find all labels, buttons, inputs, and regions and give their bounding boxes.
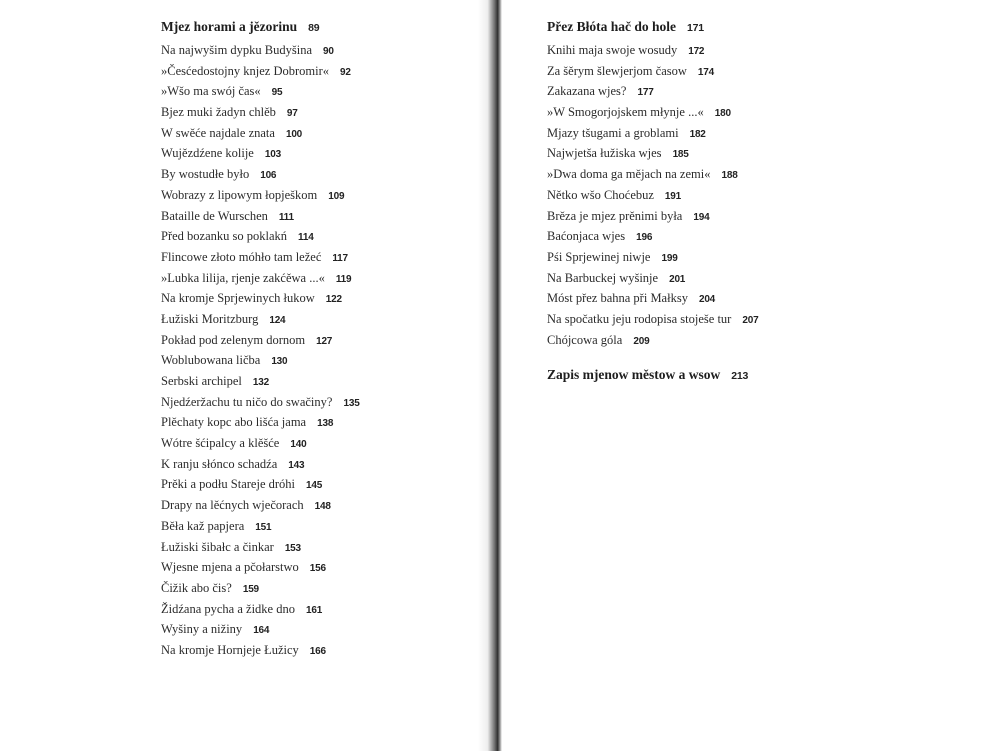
toc-entry-page: 95 bbox=[271, 87, 283, 99]
toc-entry-page: 130 bbox=[271, 356, 288, 368]
toc-entry-title: »Česćedostojny knjez Dobromir« bbox=[161, 63, 330, 78]
toc-entry-page: 156 bbox=[309, 563, 326, 575]
toc-entry bbox=[547, 143, 758, 164]
toc-entry-title: »W Smogorjojskem młynje ...« bbox=[547, 105, 704, 120]
toc-entry bbox=[547, 102, 758, 123]
toc-entry bbox=[161, 206, 360, 227]
toc-entry bbox=[547, 226, 758, 247]
book-gutter bbox=[478, 0, 502, 751]
toc-entry-title: Drapy na lěćnych wječorach bbox=[161, 498, 304, 513]
toc-entry bbox=[547, 268, 758, 289]
toc-entry bbox=[161, 40, 360, 61]
toc-entry-title: Woblubowana ličba bbox=[161, 353, 261, 368]
toc-entry-title: Na kromje Hornjeje Łužicy bbox=[161, 642, 299, 657]
toc-entry-title: Před bozanku so poklakń bbox=[161, 229, 288, 244]
toc-entry-title: Flincowe złoto móhło tam ležeć bbox=[161, 249, 322, 264]
toc-entry bbox=[161, 247, 360, 268]
toc-entry-title: Njedźeržachu tu ničo do swačiny? bbox=[161, 394, 333, 409]
toc-entry-page: 111 bbox=[278, 211, 294, 223]
toc-entry-page: 161 bbox=[305, 604, 323, 616]
toc-entry-title: Wobrazy z lipowym łopješkom bbox=[161, 187, 318, 202]
toc-entry bbox=[161, 350, 360, 371]
toc-entry-page: 124 bbox=[269, 314, 286, 326]
toc-entry-page: 164 bbox=[253, 625, 270, 637]
toc-entry bbox=[547, 288, 758, 309]
section-heading-title: Přez Błóta hač do hole bbox=[547, 19, 676, 34]
toc-entry-page: 204 bbox=[698, 294, 716, 306]
toc-entry-title: Serbski archipel bbox=[161, 374, 242, 388]
toc-entry bbox=[161, 330, 360, 351]
toc-entry-page: 97 bbox=[286, 108, 298, 120]
toc-entry-page: 174 bbox=[697, 66, 714, 78]
toc-entry-title: »Lubka lilija, rjenje zakćěwa ...« bbox=[161, 270, 325, 285]
section-heading-page: 89 bbox=[308, 22, 320, 34]
toc-entry bbox=[161, 268, 360, 289]
toc-entry-page: 159 bbox=[242, 583, 259, 595]
toc-entry bbox=[161, 474, 360, 495]
toc-entry bbox=[161, 640, 360, 661]
toc-entry-page: 153 bbox=[284, 542, 301, 554]
toc-entry-page: 188 bbox=[721, 170, 738, 182]
toc-entry-title: Nětko wšo Choćebuz bbox=[547, 187, 654, 202]
toc-entry-page: 114 bbox=[298, 232, 314, 244]
toc-entry-page: 100 bbox=[285, 128, 303, 140]
toc-entry-title: Pokład pod zelenym dornom bbox=[161, 332, 306, 347]
toc-entry bbox=[547, 123, 758, 144]
toc-entry-title: K ranju słónco schadźa bbox=[161, 456, 278, 471]
toc-entry bbox=[161, 371, 360, 392]
toc-entry-title: Knihi maja swoje wosudy bbox=[547, 43, 678, 57]
toc-entry bbox=[161, 516, 360, 537]
toc-entry-page: 185 bbox=[672, 149, 689, 161]
toc-entry-page: 103 bbox=[264, 149, 281, 161]
toc-entry bbox=[547, 164, 758, 185]
toc-entry-page: 148 bbox=[314, 501, 331, 513]
toc-entry-page: 140 bbox=[290, 439, 307, 451]
toc-entry-title: Wótre šćipalcy a klěšće bbox=[161, 436, 280, 451]
toc-entry bbox=[161, 557, 360, 578]
toc-entry bbox=[547, 61, 758, 82]
toc-entry bbox=[161, 454, 360, 475]
toc-entry-page: 92 bbox=[340, 66, 351, 78]
toc-entry bbox=[161, 599, 360, 620]
toc-entry-title: W swěće najdale znata bbox=[161, 125, 275, 140]
toc-entry bbox=[161, 619, 360, 640]
toc-entry bbox=[161, 433, 360, 454]
toc-entry-page: 135 bbox=[343, 397, 360, 409]
index-heading-title: Zapis mjenow městow a wsow bbox=[547, 367, 721, 383]
toc-entry-title: Prěki a podłu Stareje dróhi bbox=[161, 477, 295, 492]
right-page-contents bbox=[547, 14, 758, 388]
toc-entry bbox=[161, 102, 360, 123]
toc-entry-title: Brěza je mjez prěnimi była bbox=[547, 208, 683, 223]
toc-entry bbox=[161, 185, 360, 206]
toc-entry-page: 196 bbox=[636, 232, 653, 244]
toc-entry-page: 182 bbox=[689, 128, 706, 140]
toc-entry bbox=[161, 537, 360, 558]
toc-entry-page: 177 bbox=[637, 87, 654, 99]
toc-entry-page: 127 bbox=[316, 335, 333, 347]
toc-entry bbox=[547, 330, 758, 351]
toc-entry-title: Bataille de Wurschen bbox=[161, 208, 268, 223]
toc-entry-title: Wyšiny a nižiny bbox=[161, 622, 243, 637]
toc-entry bbox=[547, 185, 758, 206]
toc-entry-page: 199 bbox=[661, 252, 678, 264]
toc-entry-title: Na spočatku jeju rodopisa stoješe tur bbox=[547, 311, 732, 326]
toc-entry-page: 209 bbox=[633, 335, 650, 347]
toc-entry-page: 166 bbox=[309, 645, 326, 657]
section-heading bbox=[161, 14, 360, 40]
toc-entry bbox=[161, 123, 360, 144]
spacer bbox=[547, 350, 758, 362]
toc-entry-page: 207 bbox=[742, 314, 759, 326]
toc-entry-title: Chójcowa góla bbox=[547, 332, 623, 347]
toc-entry bbox=[547, 206, 758, 227]
toc-entry-page: 172 bbox=[688, 46, 705, 57]
toc-entry bbox=[161, 392, 360, 413]
toc-entry-page: 191 bbox=[664, 190, 682, 202]
toc-entry-title: By wostudłe było bbox=[161, 167, 250, 182]
toc-entry-page: 180 bbox=[714, 108, 731, 120]
section-heading bbox=[547, 14, 758, 40]
toc-entry-title: Baćonjaca wjes bbox=[547, 229, 626, 244]
toc-entry-title: Na kromje Sprjewinych łukow bbox=[161, 291, 315, 306]
toc-entry-title: Mjazy tšugami a groblami bbox=[547, 125, 679, 140]
toc-entry bbox=[547, 247, 758, 268]
right-entry-list bbox=[547, 40, 758, 350]
toc-entry-title: Za šěrym šlewjerjom časow bbox=[547, 63, 687, 78]
toc-entry-page: 90 bbox=[323, 46, 334, 57]
toc-entry-title: Na Barbuckej wyšinje bbox=[547, 270, 659, 285]
toc-entry bbox=[547, 309, 758, 330]
toc-entry-page: 138 bbox=[317, 418, 334, 430]
toc-entry bbox=[161, 81, 360, 102]
toc-entry-page: 119 bbox=[335, 273, 352, 285]
toc-entry bbox=[547, 81, 758, 102]
toc-entry-title: Bjez muki žadyn chlěb bbox=[161, 105, 276, 120]
toc-entry-page: 151 bbox=[255, 521, 272, 533]
toc-entry-page: 143 bbox=[288, 459, 305, 471]
toc-entry bbox=[161, 309, 360, 330]
toc-entry-page: 109 bbox=[328, 190, 345, 202]
toc-entry-title: »Wšo ma swój čas« bbox=[161, 84, 261, 99]
section-heading-page: 171 bbox=[686, 22, 704, 34]
toc-entry-page: 122 bbox=[325, 294, 342, 306]
toc-entry-page: 194 bbox=[693, 211, 710, 223]
toc-entry-title: Łužiski Moritzburg bbox=[161, 311, 259, 326]
toc-entry-title: Pśi Sprjewinej niwje bbox=[547, 249, 651, 264]
toc-entry bbox=[547, 40, 758, 61]
toc-entry-title: Čižik abo čis? bbox=[161, 580, 232, 595]
toc-entry-title: »Dwa doma ga mějach na zemi« bbox=[547, 167, 711, 182]
left-page-contents bbox=[161, 14, 360, 661]
toc-entry bbox=[161, 578, 360, 599]
toc-entry-title: Plěchaty kopc abo lišća jama bbox=[161, 415, 307, 430]
toc-entry-title: Židźana pycha a židke dno bbox=[161, 601, 295, 616]
left-entry-list bbox=[161, 40, 360, 661]
toc-entry-page: 106 bbox=[260, 170, 277, 182]
toc-entry-page: 132 bbox=[252, 377, 269, 388]
toc-entry-title: Najwjetša łužiska wjes bbox=[547, 146, 662, 161]
toc-entry bbox=[161, 495, 360, 516]
toc-entry-page: 117 bbox=[332, 252, 348, 264]
toc-entry-title: Łužiski šibałc a činkar bbox=[161, 539, 274, 554]
toc-entry-page: 145 bbox=[306, 480, 323, 492]
index-heading-page: 213 bbox=[731, 370, 749, 383]
section-heading-title: Mjez horami a jězorinu bbox=[161, 19, 298, 34]
toc-entry bbox=[161, 61, 360, 82]
toc-entry-title: Běła kaž papjera bbox=[161, 518, 245, 533]
toc-entry bbox=[161, 164, 360, 185]
toc-entry bbox=[161, 143, 360, 164]
toc-entry-title: Na najwyšim dypku Budyšina bbox=[161, 43, 313, 57]
toc-entry-title: Wjesne mjena a pčołarstwo bbox=[161, 560, 299, 575]
toc-entry bbox=[161, 412, 360, 433]
toc-entry-title: Zakazana wjes? bbox=[547, 84, 627, 99]
index-heading bbox=[547, 362, 758, 388]
toc-entry-title: Wujězdźene kolije bbox=[161, 146, 254, 161]
toc-entry-title: Móst přez bahna při Małksy bbox=[547, 291, 688, 306]
toc-entry-page: 201 bbox=[669, 273, 686, 285]
toc-entry bbox=[161, 226, 360, 247]
toc-entry bbox=[161, 288, 360, 309]
